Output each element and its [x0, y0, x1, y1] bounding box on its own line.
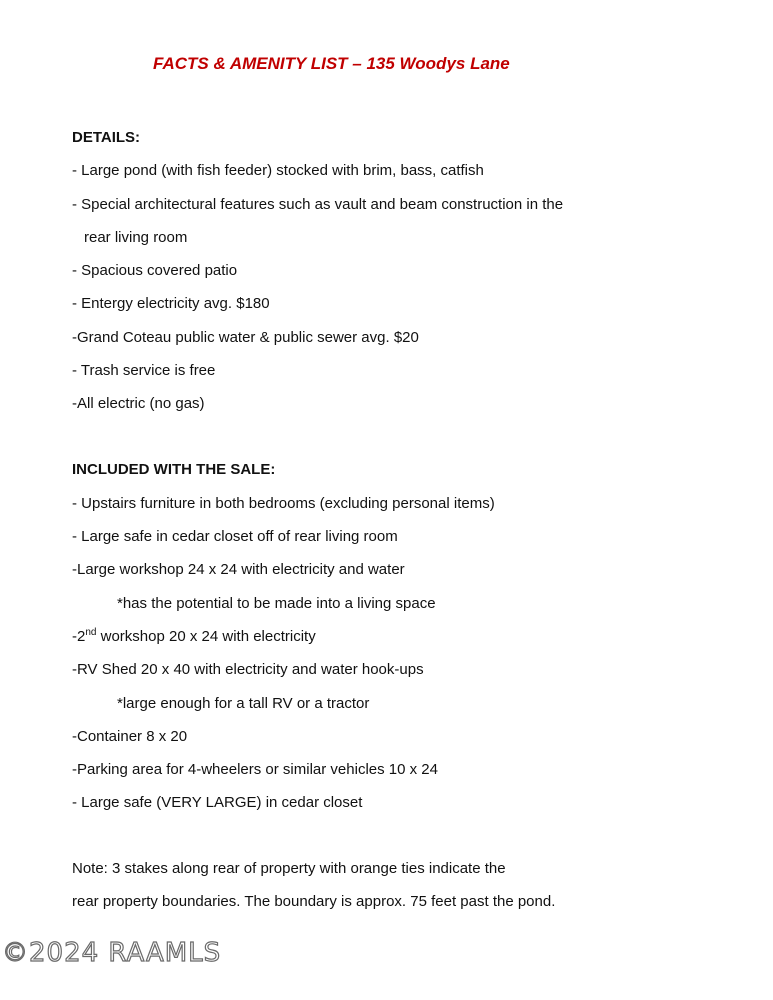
included-item-rv-shed-note: *large enough for a tall RV or a tractor — [117, 695, 370, 712]
included-item-workshop-note: *has the potential to be made into a living space — [117, 595, 436, 612]
included-item-large-safe: - Large safe (VERY LARGE) in cedar closet — [72, 794, 363, 811]
details-item-architecture: - Special architectural features such as vault and beam construction in the — [72, 196, 564, 213]
details-item-trash: - Trash service is free — [72, 362, 216, 379]
details-item-architecture-cont: rear living room — [84, 229, 188, 246]
included-item-rv-shed: -RV Shed 20 x 40 with electricity and water hook-ups — [72, 661, 424, 678]
page-title: FACTS & AMENITY LIST – 135 Woodys Lane — [153, 54, 510, 73]
second-workshop-text: workshop 20 x 24 with electricity — [96, 628, 316, 645]
note-line-1: Note: 3 stakes along rear of property with orange ties indicate the — [72, 860, 506, 877]
details-item-pond: - Large pond (with fish feeder) stocked with brim, bass, catfish — [72, 162, 484, 179]
details-item-patio: - Spacious covered patio — [72, 262, 238, 279]
included-item-second-workshop — [72, 627, 316, 647]
included-item-workshop: -Large workshop 24 x 24 with electricity and water — [72, 561, 405, 578]
included-item-parking: -Parking area for 4-wheelers or similar vehicles 10 x 24 — [72, 761, 438, 778]
ordinal-number: -2 — [72, 628, 86, 645]
details-heading: DETAILS: — [72, 129, 141, 146]
included-heading: INCLUDED WITH THE SALE: — [72, 461, 276, 478]
copyright-watermark: ©2024 RAAMLS — [2, 938, 222, 968]
included-item-container: -Container 8 x 20 — [72, 728, 188, 745]
note-line-2: rear property boundaries. The boundary is approx. 75 feet past the pond. — [72, 893, 556, 910]
included-item-furniture: - Upstairs furniture in both bedrooms (excluding personal items) — [72, 495, 495, 512]
ordinal-suffix: nd — [85, 627, 97, 638]
details-item-electricity: - Entergy electricity avg. $180 — [72, 295, 270, 312]
details-item-water-sewer: -Grand Coteau public water & public sewer avg. $20 — [72, 329, 419, 346]
included-item-safe: - Large safe in cedar closet off of rear living room — [72, 528, 398, 545]
details-item-all-electric: -All electric (no gas) — [72, 395, 205, 412]
